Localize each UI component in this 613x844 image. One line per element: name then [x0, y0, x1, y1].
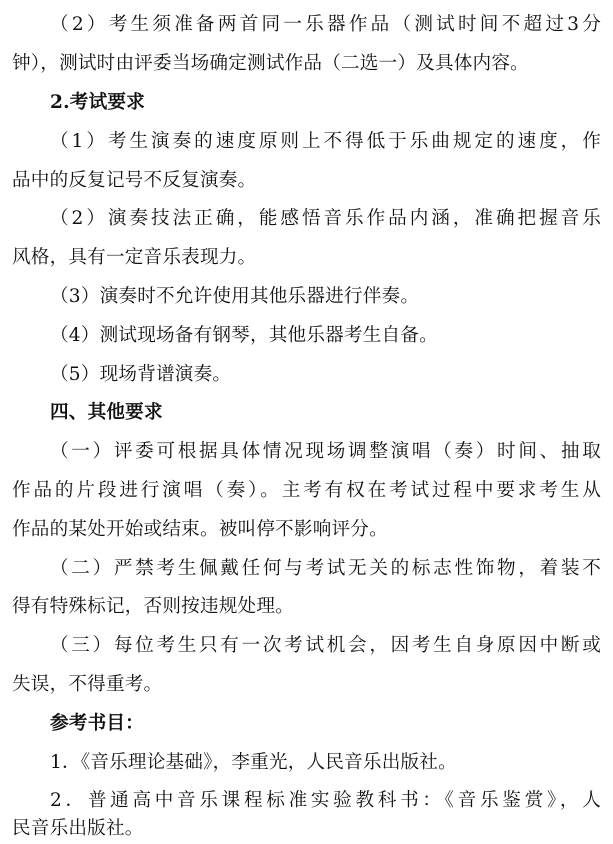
paragraph-line: （2）考生须准备两首同一乐器作品（测试时间不超过3分 — [50, 14, 601, 35]
reference-item: 2．普通高中音乐课程标准实验教科书：《音乐鉴赏》，人 — [50, 790, 601, 811]
paragraph-line: 失误，不得重考。 — [12, 674, 163, 695]
section-heading: 2.考试要求 — [50, 92, 145, 113]
paragraph-line: （三）每位考生只有一次考试机会，因考生自身原因中断或 — [50, 635, 601, 656]
paragraph-line: （3）演奏时不允许使用其他乐器进行伴奏。 — [50, 286, 420, 307]
section-heading: 四、其他要求 — [50, 402, 163, 423]
reference-item: 民音乐出版社。 — [12, 818, 144, 839]
paragraph-line: （1）考生演奏的速度原则上不得低于乐曲规定的速度，作 — [50, 131, 601, 152]
paragraph-line: 作品的某处开始或结束。被叫停不影响评分。 — [12, 519, 388, 540]
paragraph-line: 品中的反复记号不反复演奏。 — [12, 170, 257, 191]
section-heading: 参考书目： — [50, 713, 144, 734]
paragraph-line: 风格，具有一定音乐表现力。 — [12, 247, 257, 268]
paragraph-line: 得有特殊标记，否则按违规处理。 — [12, 596, 294, 617]
paragraph-line: 作品的片段进行演唱（奏）。主考有权在考试过程中要求考生从 — [12, 480, 601, 501]
paragraph-line: （5）现场背谱演奏。 — [50, 364, 232, 385]
paragraph-line: （一）评委可根据具体情况现场调整演唱（奏）时间、抽取 — [50, 441, 601, 462]
paragraph-line: （二）严禁考生佩戴任何与考试无关的标志性饰物，着装不 — [50, 558, 601, 579]
reference-item: 1．《音乐理论基础》，李重光，人民音乐出版社。 — [50, 752, 457, 773]
paragraph-line: （4）测试现场备有钢琴，其他乐器考生自备。 — [50, 325, 438, 346]
paragraph-line: 钟），测试时由评委当场确定测试作品（二选一）及具体内容。 — [12, 53, 529, 74]
paragraph-line: （2）演奏技法正确，能感悟音乐作品内涵，准确把握音乐 — [50, 208, 601, 229]
